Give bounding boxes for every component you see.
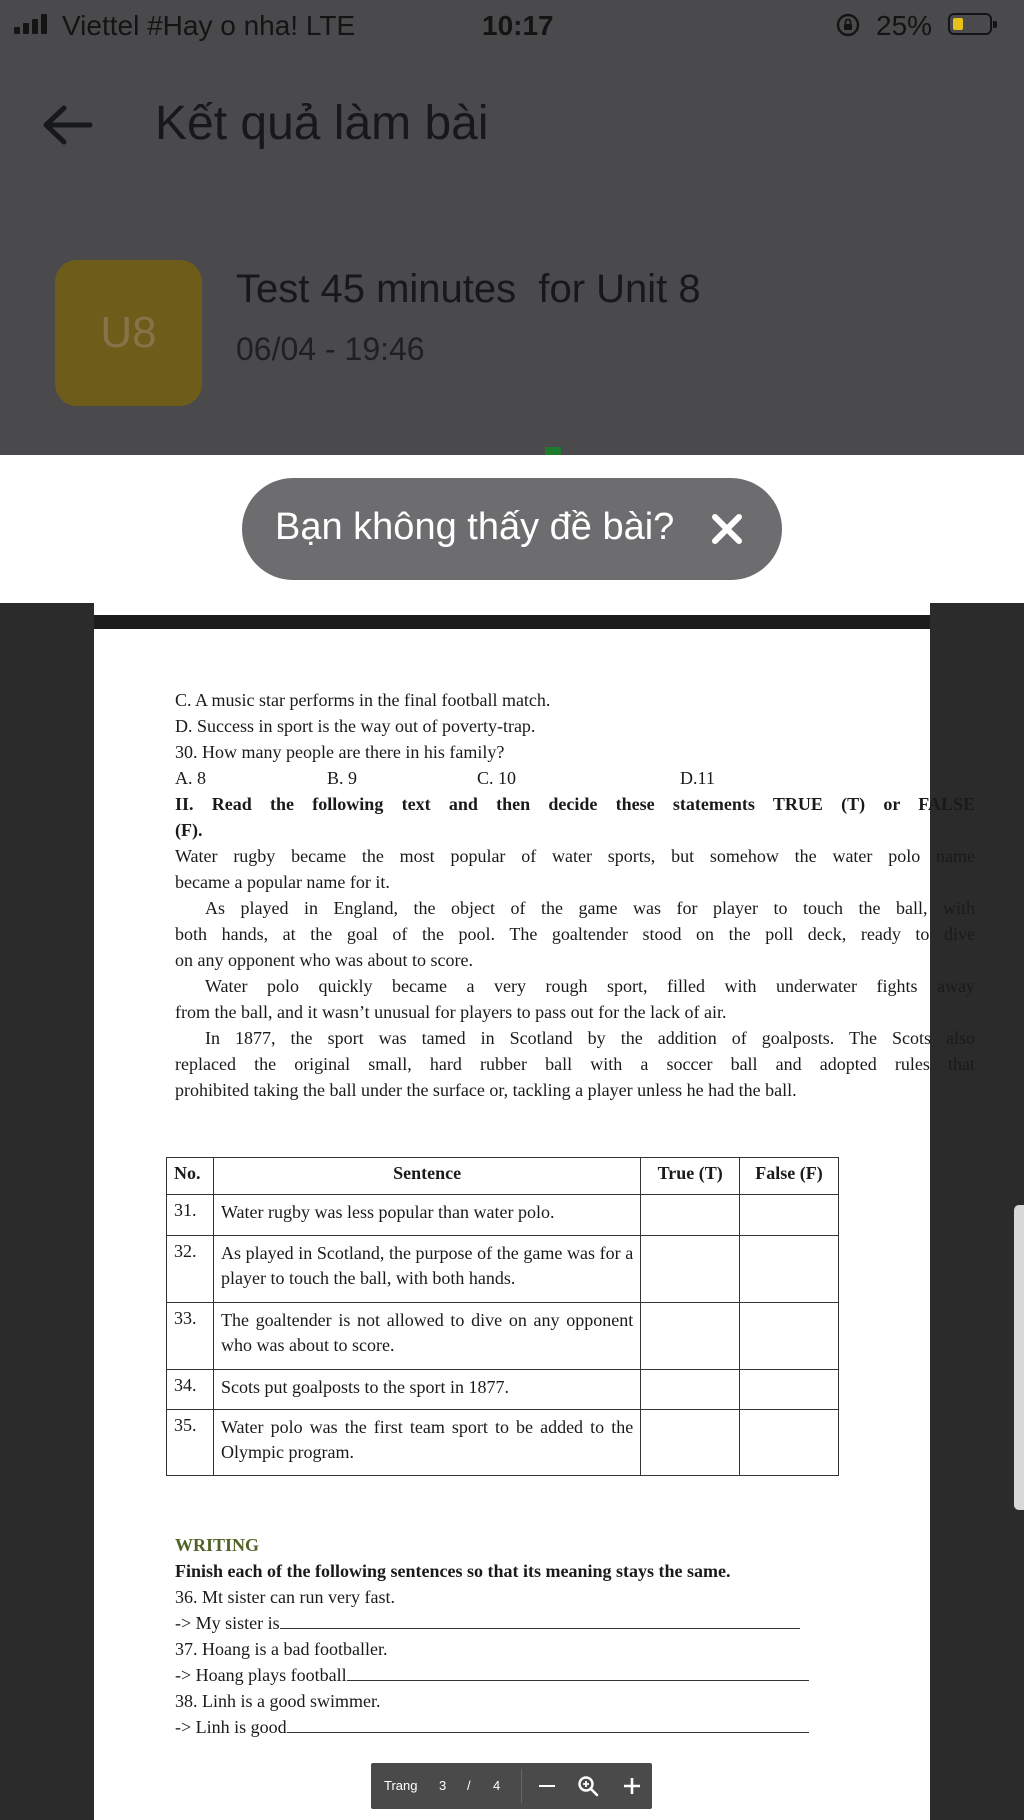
row-sentence: Water polo was the first team sport to be added to the Olympic program. <box>213 1410 640 1476</box>
test-title: Test 45 minutes for Unit 8 <box>236 267 701 311</box>
status-bar <box>0 0 1024 52</box>
false-cell <box>740 1303 839 1370</box>
q30-option-d: D.11 <box>680 768 715 788</box>
clock: 10:17 <box>482 10 554 41</box>
column-header: No. <box>167 1158 214 1195</box>
page-separator-glyph: / <box>467 1778 471 1793</box>
writing-heading: WRITING <box>175 1535 260 1555</box>
tab-indicator <box>545 447 561 455</box>
writing-instruction: Finish each of the following sentences so that its meaning stays the same. <box>175 1561 731 1581</box>
answer-38-line <box>175 1717 809 1738</box>
row-sentence: Scots put goalposts to the sport in 1877. <box>213 1370 640 1410</box>
close-icon[interactable] <box>709 511 745 547</box>
zoom-icon[interactable] <box>577 1775 599 1797</box>
page-separator <box>94 615 930 629</box>
test-date: 06/04 - 19:46 <box>236 331 425 367</box>
answer-38-prefix: -> Linh is good <box>175 1717 287 1737</box>
row-number: 31. <box>167 1195 214 1236</box>
total-pages: 4 <box>493 1778 501 1793</box>
row-number: 33. <box>167 1303 214 1370</box>
question-36: 36. Mt sister can run very fast. <box>175 1587 395 1607</box>
orientation-lock-icon <box>835 12 861 38</box>
page-label: Trang <box>384 1778 418 1793</box>
column-header: Sentence <box>213 1158 640 1195</box>
row-number: 34. <box>167 1370 214 1410</box>
column-header: False (F) <box>740 1158 839 1195</box>
page-title: Kết quả làm bài <box>155 97 489 150</box>
q30-option-a: A. 8 <box>175 768 206 788</box>
false-cell <box>740 1370 839 1410</box>
battery-percent: 25% <box>876 10 933 41</box>
false-cell <box>740 1236 839 1303</box>
row-sentence: As played in Scotland, the purpose of the game was for a player to touch the ball, with both hands. <box>213 1236 640 1303</box>
missing-question-toast[interactable] <box>242 478 782 580</box>
table-row <box>167 1303 839 1370</box>
passage-line: prohibited taking the ball under the surface or, tackling a player unless he had the ball. <box>175 1080 797 1100</box>
answer-36-prefix: -> My sister is <box>175 1613 280 1633</box>
signal-icon <box>14 14 47 34</box>
row-sentence: The goaltender is not allowed to dive on any opponent who was about to score. <box>213 1303 640 1370</box>
true-cell <box>641 1410 740 1476</box>
answer-36-line <box>175 1613 800 1634</box>
answer-blank <box>287 1718 809 1733</box>
passage-line: both hands, at the goal of the pool. The goaltender stood on the poll deck, ready to dive <box>175 924 975 944</box>
section2-heading-cont: (F). <box>175 820 203 840</box>
toast-text: Bạn không thấy đề bài? <box>275 506 675 548</box>
current-page[interactable]: 3 <box>439 1778 447 1793</box>
page-header <box>0 80 1024 170</box>
true-cell <box>641 1236 740 1303</box>
unit-badge: U8 <box>55 260 202 406</box>
scrollbar[interactable] <box>1014 1205 1024 1510</box>
question-37: 37. Hoang is a bad footballer. <box>175 1639 388 1659</box>
false-cell <box>740 1410 839 1476</box>
passage-line: In 1877, the sport was tamed in Scotland by the addition of goalposts. The Scots also <box>205 1028 975 1048</box>
passage-line: on any opponent who was about to score. <box>175 950 473 970</box>
previous-page-edge <box>94 603 930 615</box>
zoom-out-icon[interactable] <box>539 1785 555 1787</box>
test-info-card <box>0 255 1024 415</box>
true-cell <box>641 1370 740 1410</box>
column-header: True (T) <box>641 1158 740 1195</box>
table-row <box>167 1195 839 1236</box>
table-row <box>167 1410 839 1476</box>
answer-37-line <box>175 1665 809 1686</box>
passage-line: Water polo quickly became a very rough sport, filled with underwater fights away <box>205 976 975 996</box>
option-d: D. Success in sport is the way out of poverty-trap. <box>175 716 536 736</box>
table-row <box>167 1370 839 1410</box>
answer-blank <box>280 1614 800 1629</box>
q30-option-c: C. 10 <box>477 768 517 788</box>
true-cell <box>641 1303 740 1370</box>
row-number: 32. <box>167 1236 214 1303</box>
row-number: 35. <box>167 1410 214 1476</box>
true-false-table <box>166 1157 839 1476</box>
true-cell <box>641 1195 740 1236</box>
passage-line: Water rugby became the most popular of water sports, but somehow the water polo name <box>175 846 975 866</box>
carrier-label: Viettel #Hay o nha! LTE <box>62 10 356 41</box>
answer-blank <box>347 1666 809 1681</box>
passage-line: became a popular name for it. <box>175 872 390 892</box>
toolbar-divider <box>521 1769 522 1803</box>
back-arrow-icon[interactable] <box>40 100 94 150</box>
passage-line: replaced the original small, hard rubber ball with a soccer ball and adopted rules that <box>175 1054 975 1074</box>
question-38: 38. Linh is a good swimmer. <box>175 1691 381 1711</box>
option-c: C. A music star performs in the final football match. <box>175 690 551 710</box>
table-header-row <box>167 1158 839 1195</box>
passage-line: As played in England, the object of the game was for player to touch the ball, with <box>205 898 975 918</box>
q30-option-b: B. 9 <box>327 768 358 788</box>
question-30: 30. How many people are there in his family? <box>175 742 505 762</box>
app-header-area <box>0 0 1024 455</box>
zoom-in-icon[interactable] <box>622 1776 642 1796</box>
answer-37-prefix: -> Hoang plays football <box>175 1665 347 1685</box>
battery-icon <box>948 13 992 35</box>
section2-heading: II. Read the following text and then decide these statements TRUE (T) or FALSE <box>175 794 975 814</box>
document-page[interactable] <box>94 629 975 1820</box>
false-cell <box>740 1195 839 1236</box>
table-row <box>167 1236 839 1303</box>
row-sentence: Water rugby was less popular than water polo. <box>213 1195 640 1236</box>
passage-line: from the ball, and it wasn’t unusual for players to pass out for the lack of air. <box>175 1002 727 1022</box>
page-toolbar <box>371 1763 652 1809</box>
